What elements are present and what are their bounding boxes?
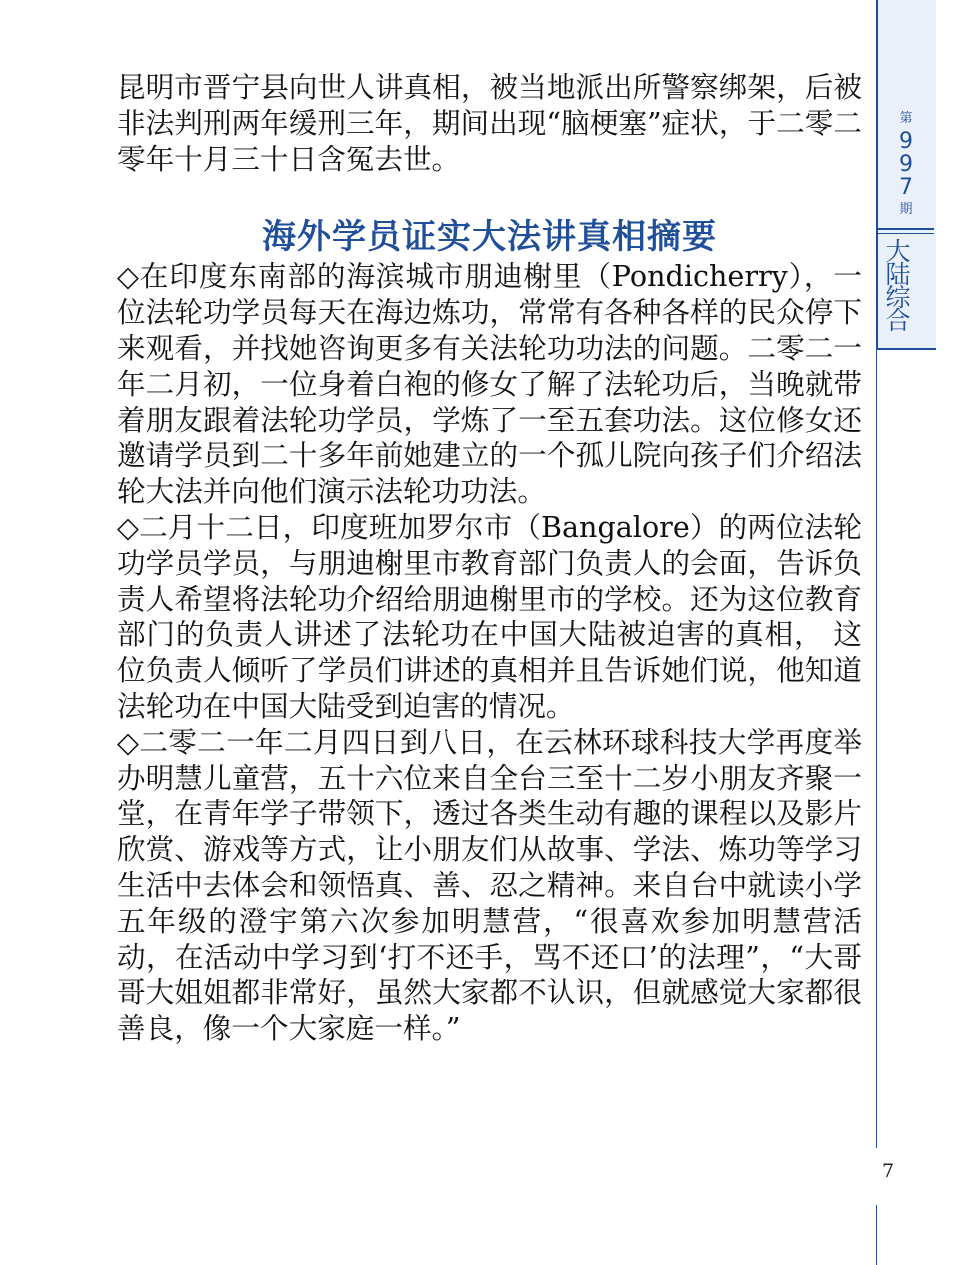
news-item: ◇在印度东南部的海滨城市朋迪榭里（Pondicherry），一位法轮功学员每天在海边炼功，常常有各种各样的民众停下来观看，并找她咨询更多有关法轮功功法的问题。二零二一年二月初，一位身着白袍的修女了解了法轮功后，当晚就带着朋友跟着法轮功学员，学炼了一至五套功法。这位修女还邀请学员到二十多年前她建立的一个孤儿院向孩子们介绍法轮大法并向他们演示法轮功功法。 bbox=[117, 259, 862, 509]
sidebar bbox=[876, 0, 978, 1265]
page-number: 7 bbox=[881, 1160, 895, 1182]
issue-divider-thin bbox=[878, 233, 934, 234]
sidebar-rule bbox=[876, 348, 877, 1148]
section-label-char: 大 bbox=[885, 237, 911, 266]
section-label-char: 合 bbox=[885, 306, 911, 335]
issue-digit: 9 bbox=[899, 152, 913, 177]
issue-label bbox=[878, 108, 934, 221]
issue-digit: 9 bbox=[899, 129, 913, 154]
article-body bbox=[117, 70, 862, 1047]
issue-prefix: 第 bbox=[899, 111, 913, 126]
section-label-char: 陆 bbox=[885, 260, 911, 289]
news-item: ◇二月十二日，印度班加罗尔市（Bangalore）的两位法轮功学员学员，与朋迪榭里市教育部门负责人的会面，告诉负责人希望将法轮功介绍给朋迪榭里市的学校。还为这位教育部门的负责人讲述了法轮功在中国大陆被迫害的真相， 这位负责人倾听了学员们讲述的真相并且告诉她们说，他知道法轮功在中国大陆受到迫害的情况。 bbox=[117, 509, 862, 723]
intro-paragraph: 昆明市晋宁县向世人讲真相，被当地派出所警察绑架，后被非法判刑两年缓刑三年，期间出现“脑梗塞”症状，于二零二零年十月三十日含冤去世。 bbox=[117, 70, 862, 176]
issue-digit: 7 bbox=[899, 175, 913, 200]
sidebar-rule-bottom bbox=[876, 1205, 877, 1265]
issue-divider bbox=[878, 228, 934, 230]
section-label bbox=[878, 237, 918, 335]
section-title: 海外学员证实大法讲真相摘要 bbox=[262, 217, 717, 258]
issue-suffix: 期 bbox=[899, 202, 913, 217]
news-item: ◇二零二一年二月四日到八日，在云林环球科技大学再度举办明慧儿童营，五十六位来自全台三至十二岁小朋友齐聚一堂，在青年学子带领下，透过各类生动有趣的课程以及影片欣赏、游戏等方式，让小朋友们从故事、学法、炼功等学习生活中去体会和领悟真、善、忍之精神。来自台中就读小学五年级的澄宇第六次参加明慧营，“很喜欢参加明慧营活动，在活动中学习到‘打不还手，骂不还口’的法理”，“大哥哥大姐姐都非常好，虽然大家都不认识，但就感觉大家都很善良，像一个大家庭一样。” bbox=[117, 724, 862, 1046]
issue-number bbox=[878, 130, 934, 199]
section-label-char: 综 bbox=[885, 283, 911, 312]
